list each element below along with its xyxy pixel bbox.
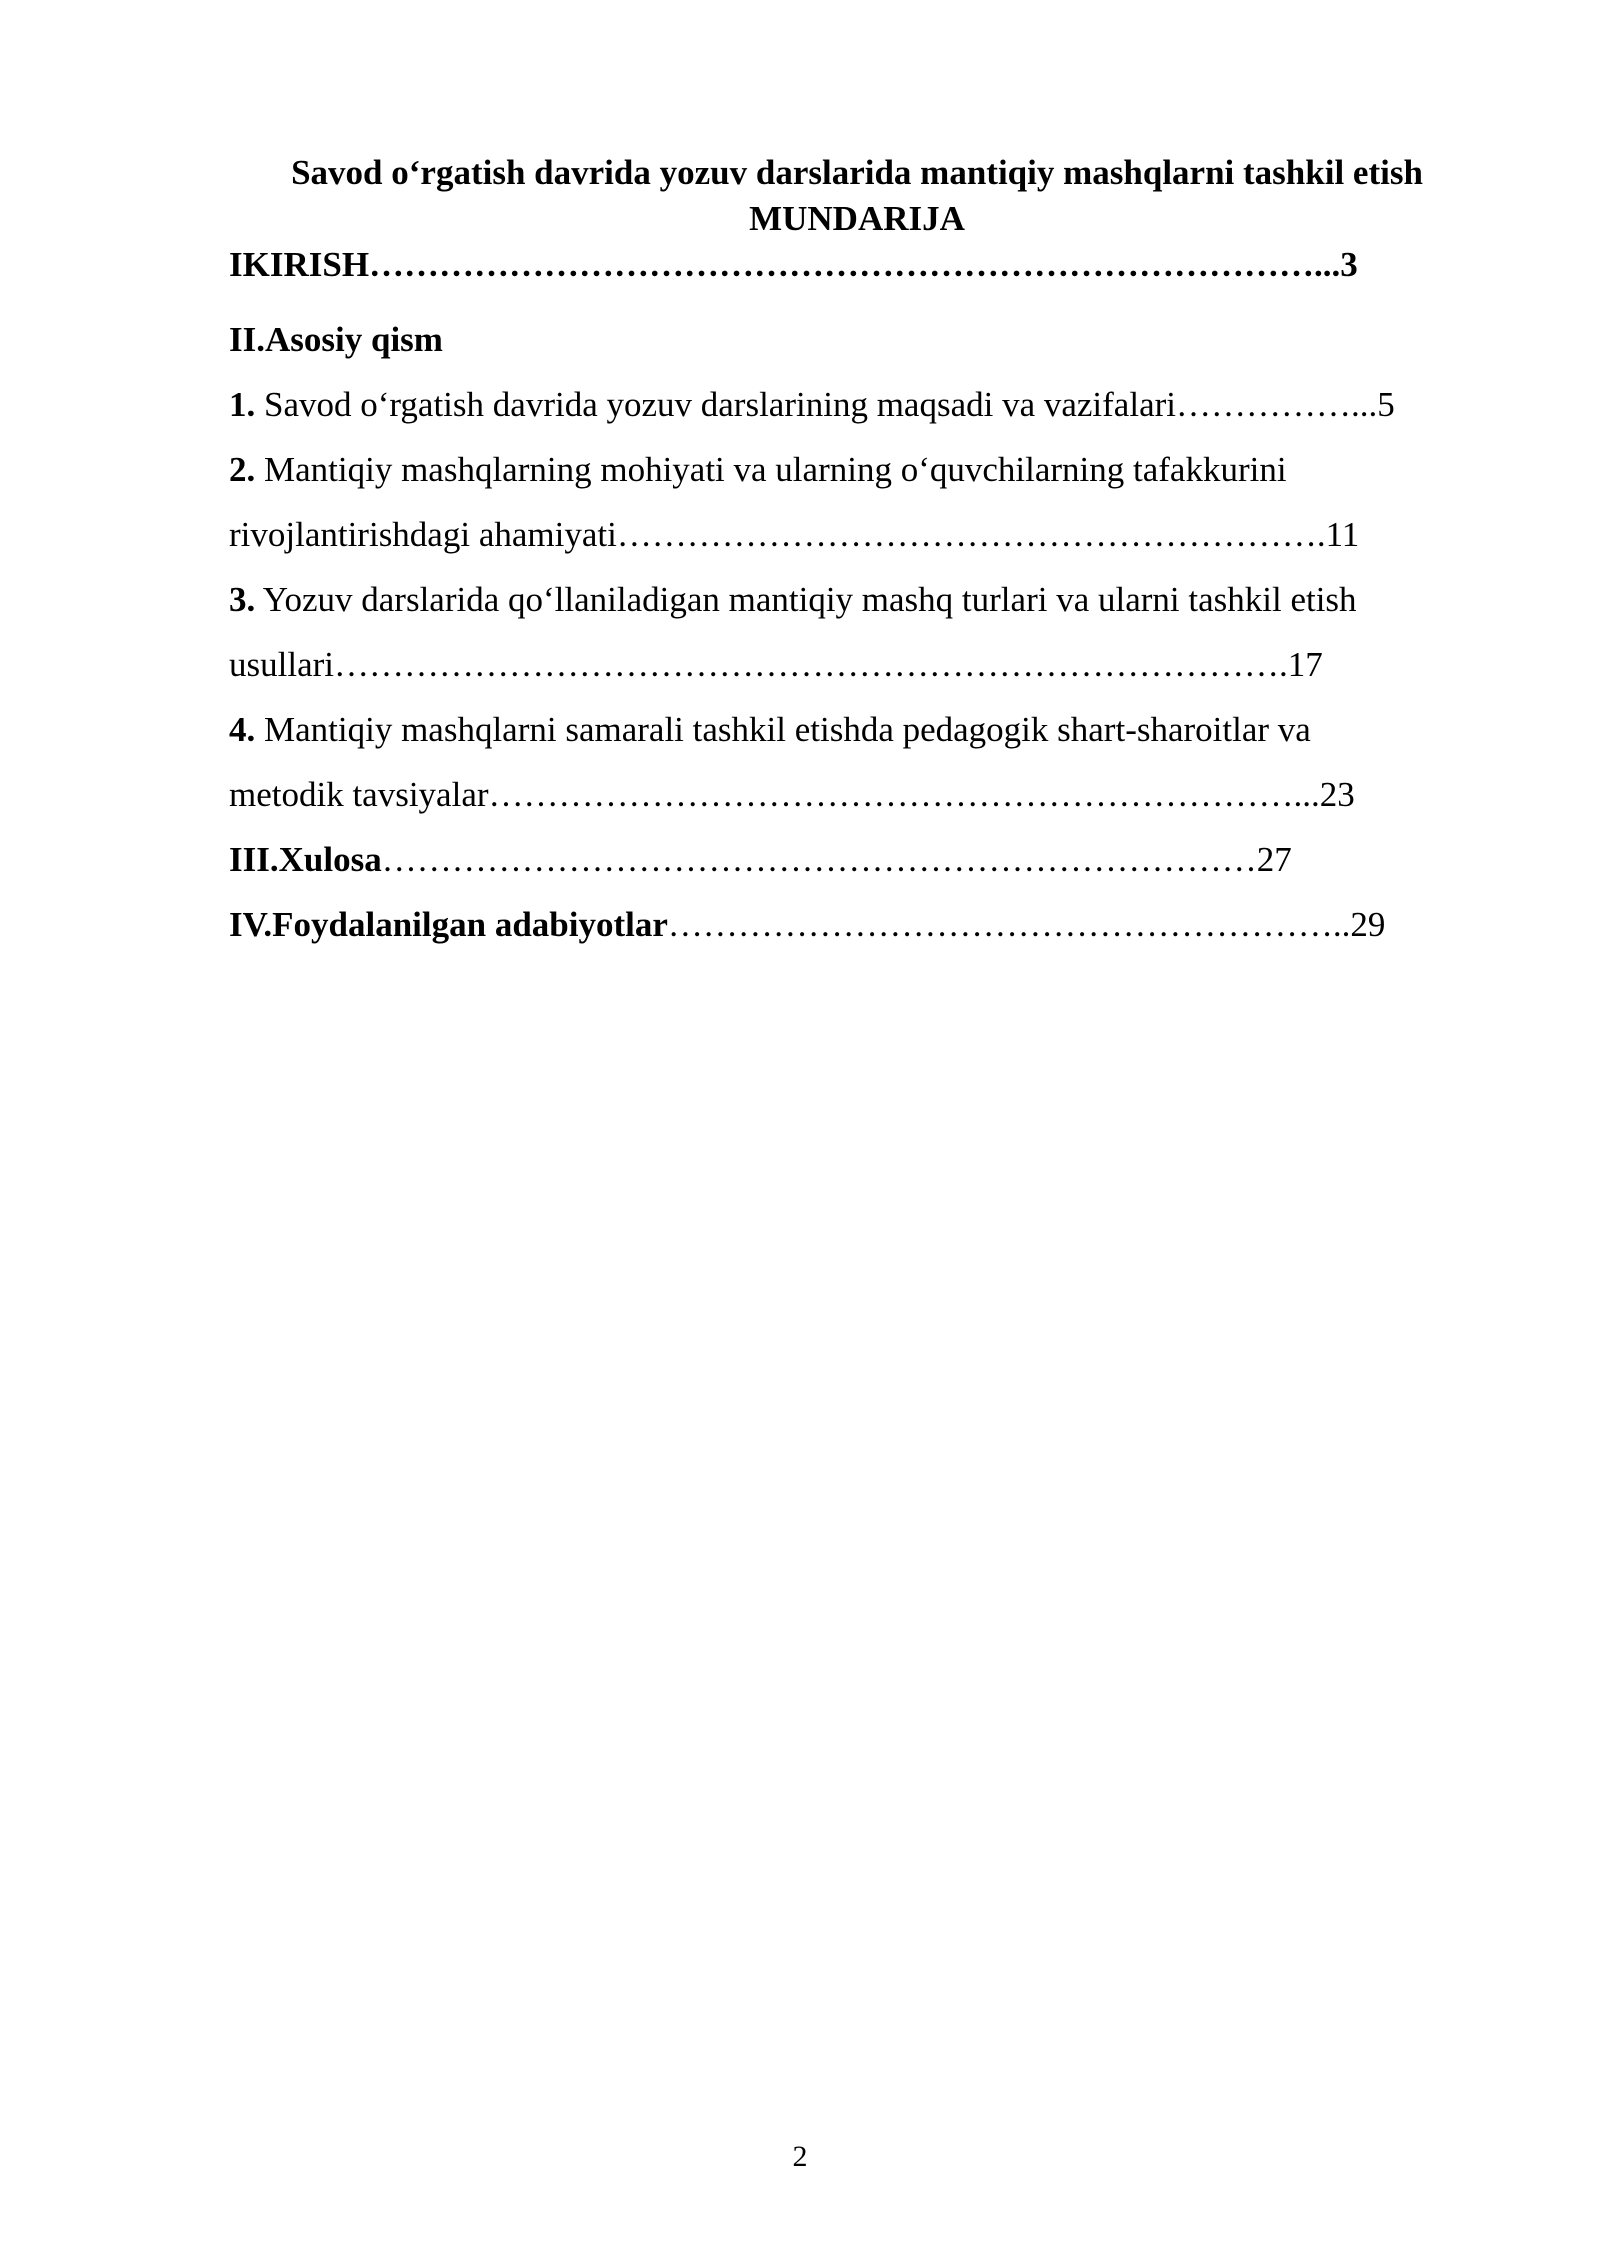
toc-entry-4-text-line1: Mantiqiy mashqlarni samarali tashkil etishda pedagogik shart-sharoitlar va — [255, 710, 1311, 749]
toc-entry-3-text-line2: usullari……………………………………………………………………….17 — [229, 645, 1323, 684]
toc-entry-1-number: 1. — [229, 385, 256, 424]
toc-entry-references-dots: …………………………………………………..29 — [667, 905, 1386, 944]
toc-entry-4-text-line2: metodik tavsiyalar……………………………………………………………...23 — [229, 775, 1355, 814]
table-of-contents — [229, 242, 1485, 957]
toc-entry-references — [229, 892, 1485, 957]
toc-entry-2-number: 2. — [229, 450, 256, 489]
toc-entry-conclusion-dots: …………………………………………………………………27 — [381, 840, 1292, 879]
document-title — [229, 150, 1485, 242]
toc-entry-main-part: II.Asosiy qism — [229, 320, 443, 359]
toc-entry-3-text-line1: Yozuv darslarida qo‘llaniladigan mantiqiy mashq turlari va ularni tashkil etish — [255, 580, 1357, 619]
toc-entry-2-text-line1: Mantiqiy mashqlarning mohiyati va ularning o‘quvchilarning tafakkurini — [255, 450, 1287, 489]
toc-entry-conclusion — [229, 827, 1485, 892]
toc-entry-4-number: 4. — [229, 710, 256, 749]
toc-entry-references-label: IV.Foydalanilgan adabiyotlar — [229, 905, 668, 944]
toc-entry-4 — [229, 697, 1485, 762]
toc-entry-2 — [229, 437, 1485, 502]
toc-entry-1-text: Savod o‘rgatish davrida yozuv darslarining maqsadi va vazifalari……………...5 — [255, 385, 1395, 424]
toc-entry-2-text-line2: rivojlantirishdagi ahamiyati…………………………………………………….11 — [229, 515, 1360, 554]
toc-entry-conclusion-label: III.Xulosa — [229, 840, 382, 879]
toc-entry-3-number: 3. — [229, 580, 256, 619]
toc-entry-intro: IKIRISH………………………………………………………………………...3 — [229, 245, 1358, 284]
contents-heading: MUNDARIJA — [749, 199, 965, 238]
page-number: 2 — [792, 2140, 808, 2173]
document-page — [229, 150, 1485, 957]
toc-entry-1 — [229, 372, 1485, 437]
title-text: Savod o‘rgatish davrida yozuv darslarida mantiqiy mashqlarni tashkil etish — [291, 153, 1423, 192]
toc-entry-3 — [229, 567, 1485, 632]
